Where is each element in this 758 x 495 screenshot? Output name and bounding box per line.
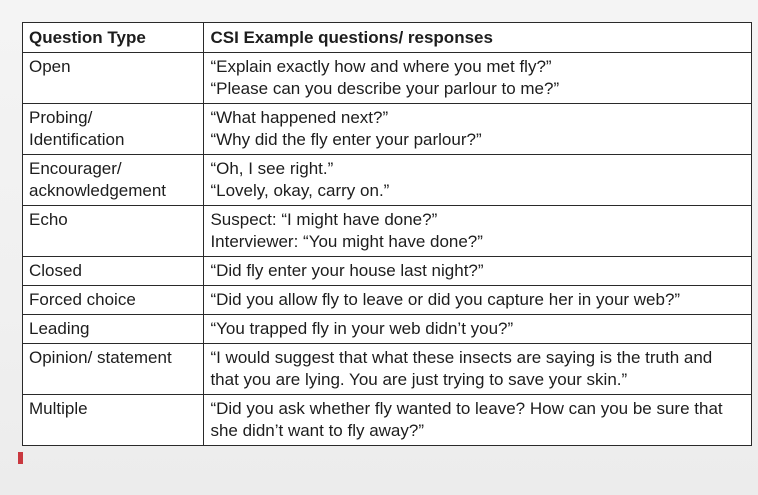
question-type-cell [23,257,204,286]
example-cell [204,395,752,446]
example-line: she didn’t want to fly away?” [210,421,425,440]
example-line: “Explain exactly how and where you met fly?” [210,57,552,76]
question-type-label: Probing/ [29,108,93,127]
example-line: “What happened next?” [210,108,389,127]
example-line: “Lovely, okay, carry on.” [210,181,390,200]
example-cell [204,155,752,206]
question-type-label: Leading [29,319,90,338]
table-row [23,395,752,446]
question-type-label: Closed [29,261,82,280]
example-cell [204,104,752,155]
question-types-table [22,22,752,446]
example-cell [204,344,752,395]
table-row [23,104,752,155]
example-cell [204,286,752,315]
example-cell [204,257,752,286]
question-type-cell [23,104,204,155]
table-row [23,344,752,395]
question-type-label: Forced choice [29,290,136,309]
question-type-cell [23,344,204,395]
example-cell [204,315,752,344]
example-line: Suspect: “I might have done?” [210,210,438,229]
question-type-label: Echo [29,210,68,229]
example-line: “You trapped fly in your web didn’t you?” [210,319,514,338]
question-type-label: Identification [29,130,125,149]
table-row [23,286,752,315]
example-line: Interviewer: “You might have done?” [210,232,483,251]
question-type-label: Encourager/ [29,159,122,178]
table-row [23,206,752,257]
question-type-cell [23,395,204,446]
example-cell [204,206,752,257]
question-type-label: acknowledgement [29,181,167,200]
table-row [23,53,752,104]
question-type-cell [23,315,204,344]
question-type-cell [23,206,204,257]
header-examples: CSI Example questions/ responses [204,23,752,53]
example-line: “Did fly enter your house last night?” [210,261,484,280]
example-line: that you are lying. You are just trying to save your skin.” [210,370,628,389]
table-row [23,257,752,286]
example-line: “Oh, I see right.” [210,159,334,178]
question-type-label: Opinion/ statement [29,348,172,367]
table-row [23,315,752,344]
example-line: “Please can you describe your parlour to me?” [210,79,560,98]
table-row [23,155,752,206]
question-type-label: Open [29,57,71,76]
example-line: “Did you ask whether fly wanted to leave? How can you be sure that [210,399,723,418]
example-line: “Why did the fly enter your parlour?” [210,130,482,149]
example-line: “I would suggest that what these insects are saying is the truth and [210,348,713,367]
question-type-cell [23,53,204,104]
question-type-cell [23,155,204,206]
accent-bar [18,452,23,464]
question-type-cell [23,286,204,315]
header-question-type: Question Type [23,23,204,53]
question-type-label: Multiple [29,399,88,418]
header-row [23,23,752,53]
example-line: “Did you allow fly to leave or did you capture her in your web?” [210,290,681,309]
example-cell [204,53,752,104]
